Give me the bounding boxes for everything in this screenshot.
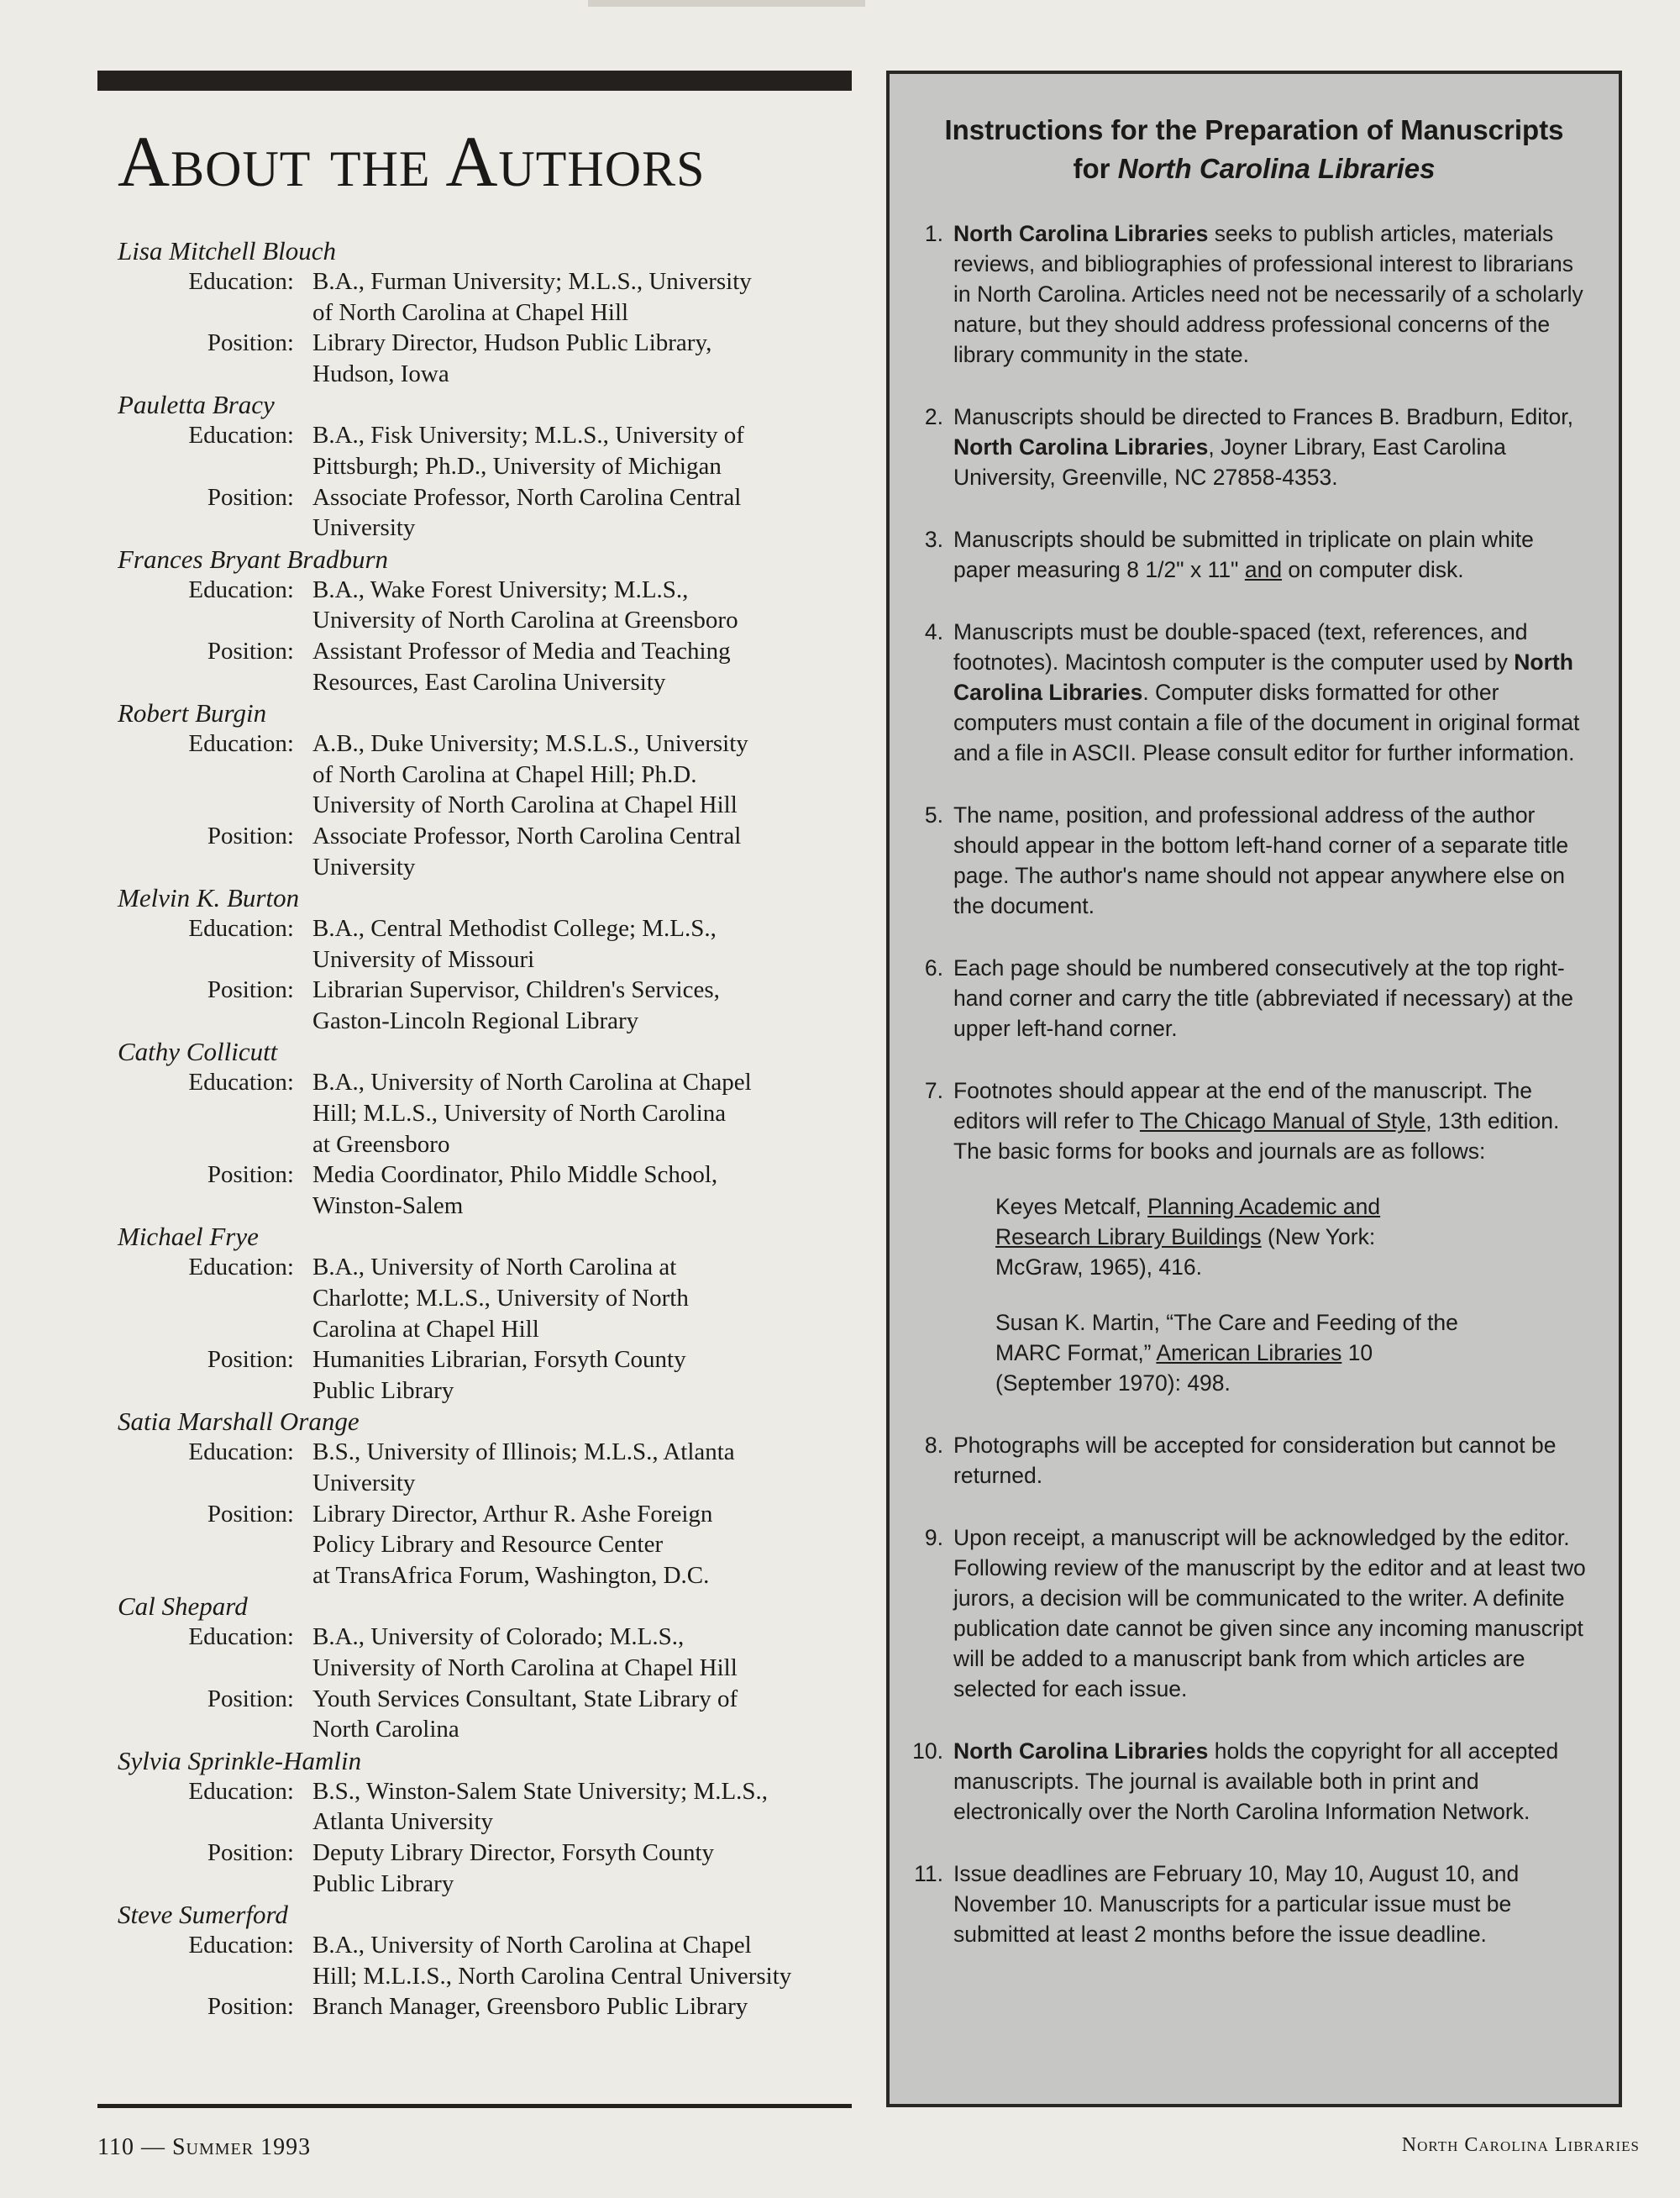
position-line: Public Library — [312, 1869, 454, 1897]
author-position-row — [108, 1344, 852, 1406]
position-line: Hudson, Iowa — [312, 360, 449, 387]
author-position-row — [108, 1159, 852, 1221]
education-label: Education: — [188, 1254, 294, 1281]
position-value — [312, 1838, 850, 1899]
author-position-row — [108, 975, 852, 1036]
author-name: Pauletta Bracy — [118, 390, 275, 420]
education-line: University of North Carolina at Chapel Hill — [312, 791, 738, 819]
education-label: Education: — [188, 730, 294, 758]
position-line: Youth Services Consultant, State Library of — [312, 1685, 738, 1712]
education-line: B.A., Fisk University; M.L.S., University of — [312, 422, 744, 450]
education-label: Education: — [188, 1777, 294, 1805]
section-title: About the Authors — [118, 121, 706, 202]
education-value — [312, 1776, 850, 1838]
position-line: University — [312, 853, 416, 881]
position-label: Position: — [207, 329, 294, 357]
author-entry — [108, 235, 852, 389]
position-line: Deputy Library Director, Forsyth County — [312, 1838, 715, 1866]
position-line: Public Library — [312, 1376, 454, 1404]
instructions-list — [905, 218, 1593, 1949]
education-value — [312, 1930, 850, 1991]
education-line: B.S., Winston-Salem State University; M.L.S., — [312, 1777, 769, 1805]
education-value — [312, 420, 850, 481]
author-entry — [108, 697, 852, 882]
author-name: Sylvia Sprinkle-Hamlin — [118, 1745, 362, 1775]
author-education-row — [108, 1930, 852, 1991]
author-entry — [108, 882, 852, 1036]
instructions-title: Instructions for the Preparation of Manuscripts for North Carolina Libraries — [944, 114, 1564, 184]
education-line: B.A., University of North Carolina at — [312, 1254, 677, 1281]
author-position-row — [108, 1991, 852, 2022]
education-label: Education: — [188, 1438, 294, 1466]
education-value — [312, 266, 850, 328]
citation-example-book: Keyes Metcalf, Planning Academic and Research Library Buildings (New York: McGraw, 1965), 416. — [995, 1194, 1381, 1280]
position-line: at TransAfrica Forum, Washington, D.C. — [312, 1561, 710, 1589]
position-label: Position: — [207, 1838, 294, 1866]
position-value — [312, 328, 850, 389]
author-name: Lisa Mitchell Blouch — [118, 236, 337, 266]
position-value — [312, 636, 850, 697]
position-label: Position: — [207, 483, 294, 511]
author-name: Robert Burgin — [118, 698, 267, 728]
education-line: B.A., University of Colorado; M.L.S., — [312, 1623, 685, 1651]
author-entry — [108, 1899, 852, 2022]
position-line: University — [312, 514, 416, 542]
position-line: Humanities Librarian, Forsyth County — [312, 1346, 686, 1374]
position-line: Associate Professor, North Carolina Central — [312, 483, 742, 511]
education-line: B.A., University of North Carolina at Chapel — [312, 1932, 752, 1959]
education-value — [312, 1252, 850, 1344]
position-value — [312, 975, 850, 1036]
authors-list — [108, 235, 852, 2022]
position-line: Library Director, Hudson Public Library, — [312, 329, 712, 357]
author-education-row — [108, 575, 852, 636]
education-line: University of North Carolina at Greensboro — [312, 607, 738, 634]
position-label: Position: — [207, 1685, 294, 1712]
education-line: Pittsburgh; Ph.D., University of Michigan — [312, 452, 722, 480]
about-authors-column — [97, 71, 852, 2022]
author-entry — [108, 1221, 852, 1406]
author-education-row — [108, 1622, 852, 1683]
manuscript-instructions-box — [886, 71, 1622, 2107]
education-line: Charlotte; M.L.S., University of North — [312, 1285, 689, 1312]
author-position-row — [108, 482, 852, 544]
position-value — [312, 1991, 850, 2022]
journal-name-footer: North Carolina Libraries — [1401, 2134, 1640, 2156]
position-label: Position: — [207, 822, 294, 849]
education-label: Education: — [188, 576, 294, 603]
position-value — [312, 821, 850, 882]
author-name: Satia Marshall Orange — [118, 1407, 360, 1437]
education-line: University of Missouri — [312, 945, 535, 973]
author-name: Melvin K. Burton — [118, 883, 300, 913]
author-position-row — [108, 328, 852, 389]
education-label: Education: — [188, 915, 294, 943]
position-value — [312, 1344, 850, 1406]
author-name: Cal Shepard — [118, 1591, 248, 1622]
education-line: B.A., Wake Forest University; M.L.S., — [312, 576, 689, 603]
position-label: Position: — [207, 637, 294, 665]
instruction-item-7: 7. Footnotes should appear at the end of the manuscript. The editors will refer to The Chicago Manual of Style, 13th edition. The basic forms for books and journals are as follows: Keyes Metcalf, Planning Academic and Research Library Buildings (New York: McGraw, 1965), 416. Susan K. Martin, “The Care and Feeding of the MARC Format,” American Libraries 10 (September 1970): 498. — [905, 1075, 1593, 1398]
author-entry — [108, 389, 852, 543]
author-position-row — [108, 821, 852, 882]
position-line: Gaston-Lincoln Regional Library — [312, 1007, 639, 1034]
instruction-item-6: 6. Each page should be numbered consecutively at the top right-hand corner and carry the title (abbreviated if necessary) at the upper left-hand corner. — [924, 955, 1573, 1041]
instruction-item-1: 1. North Carolina Libraries seeks to publish articles, materials reviews, and bibliographies of professional interest to librarians in North Carolina. Articles need not be necessarily of a scholarly nature, but they should address professional concerns of the library community in the state. — [924, 221, 1583, 367]
education-line: Atlanta University — [312, 1808, 494, 1836]
education-line: of North Carolina at Chapel Hill — [312, 298, 629, 326]
page-number-footer: 110 — Summer 1993 — [97, 2134, 312, 2160]
position-line: Library Director, Arthur R. Ashe Foreign — [312, 1500, 713, 1528]
author-entry — [108, 1745, 852, 1899]
education-line: at Greensboro — [312, 1130, 450, 1158]
position-line: North Carolina — [312, 1716, 459, 1743]
education-value — [312, 1067, 850, 1159]
education-line: Hill; M.L.S., University of North Carolina — [312, 1100, 727, 1128]
position-line: Resources, East Carolina University — [312, 668, 666, 696]
instruction-item-4: 4. Manuscripts must be double-spaced (text, references, and footnotes). Macintosh computer is the computer used by North Carolina Libraries. Computer disks formatted for other computers must contain a file of the document in original format and a file in ASCII. Please consult editor for further information. — [924, 619, 1580, 765]
author-education-row — [108, 728, 852, 821]
position-line: Branch Manager, Greensboro Public Library — [312, 1993, 748, 2021]
instruction-item-2: 2. Manuscripts should be directed to Frances B. Bradburn, Editor, North Carolina Libraries, Joyner Library, East Carolina University, Greenville, NC 27858-4353. — [924, 404, 1573, 490]
page-bleed-mark — [588, 0, 865, 7]
education-label: Education: — [188, 422, 294, 450]
education-label: Education: — [188, 1069, 294, 1096]
author-education-row — [108, 1776, 852, 1838]
education-value — [312, 728, 850, 821]
position-value — [312, 1684, 850, 1745]
top-rule — [97, 71, 852, 91]
position-line: Winston-Salem — [312, 1191, 464, 1219]
position-label: Position: — [207, 1346, 294, 1374]
author-education-row — [108, 420, 852, 481]
author-entry — [108, 1591, 852, 1744]
author-name: Michael Frye — [118, 1222, 259, 1252]
education-line: B.S., University of Illinois; M.L.S., Atlanta — [312, 1438, 735, 1466]
author-education-row — [108, 913, 852, 975]
position-line: Associate Professor, North Carolina Central — [312, 822, 742, 849]
position-line: Librarian Supervisor, Children's Services, — [312, 976, 720, 1004]
education-line: Carolina at Chapel Hill — [312, 1315, 539, 1343]
education-line: B.A., University of North Carolina at Chapel — [312, 1069, 752, 1096]
position-line: Assistant Professor of Media and Teaching — [312, 637, 731, 665]
author-education-row — [108, 266, 852, 328]
instruction-item-3: 3. Manuscripts should be submitted in triplicate on plain white paper measuring 8 1/2" x 11" and on computer disk. — [924, 527, 1534, 582]
author-entry — [108, 1406, 852, 1591]
position-label: Position: — [207, 1993, 294, 2021]
education-line: B.A., Central Methodist College; M.L.S., — [312, 915, 717, 943]
education-value — [312, 1622, 850, 1683]
instruction-item-8: 8. Photographs will be accepted for consideration but cannot be returned. — [924, 1433, 1557, 1488]
instruction-item-9: 9. Upon receipt, a manuscript will be acknowledged by the editor. Following review of the manuscript by the editor and at least two jurors, a decision will be communicated to the writer. A definite publication date cannot be given since any incoming manuscript will be added to a manuscript bank from which articles are selected for each issue. — [924, 1525, 1586, 1701]
position-label: Position: — [207, 1500, 294, 1528]
education-line: of North Carolina at Chapel Hill; Ph.D. — [312, 760, 697, 788]
author-position-row — [108, 1499, 852, 1591]
education-line: University of North Carolina at Chapel Hill — [312, 1654, 738, 1681]
education-value — [312, 575, 850, 636]
author-name: Cathy Collicutt — [118, 1037, 278, 1067]
instruction-item-11: 11. Issue deadlines are February 10, May 10, August 10, and November 10. Manuscripts for a particular issue must be submitted at least 2 months before the issue deadline. — [914, 1861, 1520, 1947]
position-value — [312, 1499, 850, 1591]
author-education-row — [108, 1437, 852, 1498]
author-name: Frances Bryant Bradburn — [118, 544, 389, 574]
position-line: Media Coordinator, Philo Middle School, — [312, 1161, 718, 1189]
position-label: Position: — [207, 976, 294, 1004]
author-position-row — [108, 1838, 852, 1899]
bottom-rule — [97, 2104, 852, 2108]
education-value — [312, 913, 850, 975]
position-label: Position: — [207, 1161, 294, 1189]
author-education-row — [108, 1067, 852, 1159]
author-entry — [108, 544, 852, 697]
education-label: Education: — [188, 1623, 294, 1651]
education-label: Education: — [188, 268, 294, 295]
author-education-row — [108, 1252, 852, 1344]
author-entry — [108, 1036, 852, 1221]
author-name: Steve Sumerford — [118, 1900, 288, 1930]
education-value — [312, 1437, 850, 1498]
position-value — [312, 1159, 850, 1221]
education-label: Education: — [188, 1932, 294, 1959]
education-line: B.A., Furman University; M.L.S., University — [312, 268, 752, 295]
position-value — [312, 482, 850, 544]
education-line: University — [312, 1470, 416, 1496]
instruction-item-5: 5. The name, position, and professional address of the author should appear in the bottom left-hand corner of a separate title page. The author's name should not appear anywhere else on the document. — [924, 802, 1569, 918]
citation-example-journal: Susan K. Martin, “The Care and Feeding of the MARC Format,” American Libraries 10 (September 1970): 498. — [995, 1310, 1458, 1396]
instruction-item-10: 10. North Carolina Libraries holds the copyright for all accepted manuscripts. The journal is available both in print and electronically over the North Carolina Information Network. — [912, 1738, 1559, 1824]
education-line: A.B., Duke University; M.S.L.S., University — [312, 730, 748, 758]
author-position-row — [108, 1684, 852, 1745]
education-line: Hill; M.L.I.S., North Carolina Central University — [312, 1962, 792, 1990]
position-line: Policy Library and Resource Center — [312, 1531, 664, 1559]
author-position-row — [108, 636, 852, 697]
